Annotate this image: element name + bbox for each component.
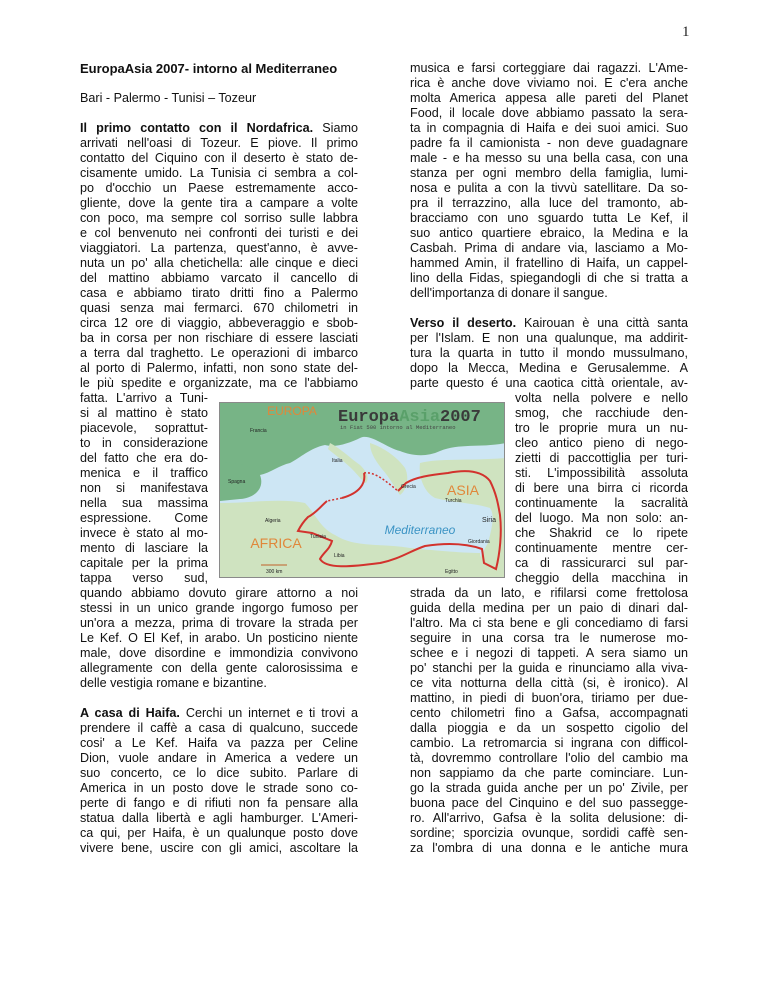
text-line: nuta un po' alla chetichella: alle cinque e dieci	[80, 255, 358, 270]
text-line	[80, 121, 358, 136]
text-line: cheggio della macchina in	[515, 570, 688, 585]
map-label-tunisia: Tunisia	[310, 534, 326, 540]
text-line: delle vestigia romane e bizantine.	[80, 675, 267, 690]
map-title-europa: Europa	[338, 408, 400, 427]
text-line: cambio. La retromarcia si ingrana con difficol-	[410, 735, 688, 750]
text-line: allegramente con della gente calorosissima e	[80, 660, 358, 675]
text-line: e col benvenuto nei confronti dei turisti e dei	[80, 225, 358, 240]
text-line: padre fa il camionista - non deve guadagnare	[410, 135, 688, 150]
text-line: per l'Islam. E non una qualunque, ma addirit-	[410, 330, 688, 345]
text-line: volta nella polvere e nello	[515, 390, 688, 405]
text-line	[80, 706, 358, 721]
text-line: continuamente mentre cer-	[515, 540, 688, 555]
text-line: del mattino abbiamo varcato il cancello di	[80, 270, 358, 285]
text-line: l'altro. Ma ci sta bene e gli concediamo di farsi	[410, 615, 688, 630]
text-line: sordine; sporcizia ovunque, sordidi caffè sen-	[410, 825, 688, 840]
text-line: ca di rassicurarci sul par-	[515, 555, 688, 570]
text-line: seguire in una corsa tra le numerose mo-	[410, 630, 688, 645]
text-line: capitale per la prima	[80, 555, 208, 570]
text-line: buona pace del Cinquino e del suo passegge-	[410, 795, 688, 810]
text-line: perte di fango e di rifiuti non fa pensare alla	[80, 795, 358, 810]
text-line: arrivati nell'oasi di Tozeur. E piove. Il primo	[80, 135, 358, 150]
text-line: schee e i negozi di tappeti. A sera siamo un	[410, 645, 688, 660]
map-label-europa: EUROPA	[267, 404, 317, 418]
text-line: sti. L'impossibilità assoluta	[515, 465, 688, 480]
text-line: cisamente umido. La Tunisia ci sembra a col-	[80, 165, 358, 180]
text-line: nosa e pulita a con la tivvù satellitare. Da so-	[410, 180, 688, 195]
text-line: Food, il locale dove abbiamo passato la sera-	[410, 105, 688, 120]
text-line: tura la quarta in tutto il mondo mussulmano,	[410, 345, 688, 360]
text-line: dopo la Mecca, Medina e Gerusalemme. A	[410, 360, 688, 375]
map-label-siria: Siria	[482, 517, 497, 524]
text-line: con poco, ma sempre col sorriso sulle labbra	[80, 210, 358, 225]
map-label-giordania: Giordania	[468, 539, 490, 545]
text-line: viaggiatori. La partenza, quest'anno, è avve-	[80, 240, 358, 255]
paragraph-text: Kairouan è una città santa	[516, 315, 688, 330]
paragraph-heading: Verso il deserto.	[410, 315, 517, 330]
paragraph-text: Siamo	[313, 120, 358, 135]
text-line: Le Kef. O El Kef, in arabo. Un posticino niente	[80, 630, 358, 645]
text-line: nella sua massima	[80, 495, 208, 510]
text-line: cosi' a Le Kef. Haifa va pazza per Celine	[80, 735, 358, 750]
text-line: menica e il traffico	[80, 465, 208, 480]
map-label-egitto: Egitto	[445, 569, 458, 575]
text-line: guida della medina per un paio di dinari dal-	[410, 600, 688, 615]
map-label-asia: ASIA	[447, 482, 479, 498]
map-title-year: 2007	[440, 408, 481, 427]
text-line: non sappiamo da che parte cominciare. Lun-	[410, 765, 688, 780]
text-line: del luogo. Ma non solo: an-	[515, 510, 688, 525]
text-line: molta America appesa alle pareti del Planet	[410, 90, 688, 105]
text-line: dalla pioggia e da un sospetto cigolio del	[410, 720, 688, 735]
map-label-italia: Italia	[332, 458, 343, 464]
text-line: po d'occhio un Paese estremamente acco-	[80, 180, 358, 195]
text-line: casa e abbiamo tirato dritti fino a Palermo	[80, 285, 358, 300]
text-line: mattino, in piedi di buon'ora, tiriamo per due-	[410, 690, 688, 705]
text-line: ro. All'arrivo, Gafsa è la solita delusione: di-	[410, 810, 688, 825]
text-line: pra il terrazzino, alla luce del tramonto, ab-	[410, 195, 688, 210]
text-line: strada da un lato, e rifilarsi come frettolosa	[410, 585, 688, 600]
text-line: statua dalla libertà e agli hamburger. L'Ameri-	[80, 810, 358, 825]
text-line: le più spedite e organizzate, ma ce l'abbiamo	[80, 375, 358, 390]
map-label-algeria: Algeria	[265, 518, 281, 524]
text-line: un'ora a mezza, prima di trovare la strada per	[80, 615, 358, 630]
text-line: al porto di Palermo, infatti, non sono state del-	[80, 360, 358, 375]
text-line: prendere il caffè a casa di qualcuno, succede	[80, 720, 358, 735]
map-label-grecia: Grecia	[401, 484, 416, 490]
map-label-spagna: Spagna	[228, 479, 246, 485]
text-line: tro le proprie mura un nu-	[515, 420, 688, 435]
text-line: America in un posto dove le strade sono co-	[80, 780, 358, 795]
text-line: zietti di paccottiglia per turi-	[515, 450, 688, 465]
text-line: quasi senza mai fermarci. 670 chilometri in	[80, 300, 358, 315]
text-line: ce vita notturna della città (si, è ironico). Al	[410, 675, 688, 690]
text-line: male - e ha messo su una bella casa, con una	[410, 150, 688, 165]
text-line: go la strada guida anche per un po' Zivile, per	[410, 780, 688, 795]
text-line: hammed Amin, il fratellino di Haifa, un cappel-	[410, 255, 688, 270]
text-line: Dion, vuole andare in America a vedere un	[80, 750, 358, 765]
text-line: rica è anche dove viviamo noi. E c'era anche	[410, 75, 688, 90]
text-line: non si manifestava	[80, 480, 208, 495]
text-line: to in considerazione	[80, 435, 208, 450]
text-line: bracciamo con uno sguardo tutta Le Kef, il	[410, 210, 688, 225]
text-line: cleo antico pieno di nego-	[515, 435, 688, 450]
text-line: continuamente la sacralità	[515, 495, 688, 510]
text-line: musica e farsi corteggiare dai ragazzi. L'Ame-	[410, 60, 688, 75]
paragraph-heading: Il primo contatto con il Nordafrica.	[80, 120, 314, 135]
text-line: invece è stato al mo-	[80, 525, 208, 540]
text-line: tà, dovremmo controllare l'olio del cambio ma	[410, 750, 688, 765]
map-label-turchia: Turchia	[445, 498, 462, 504]
text-line: circa 12 ore di viaggio, abbeveraggio e sbob-	[80, 315, 358, 330]
text-line: del fatto che era do-	[80, 450, 208, 465]
map-subtitle: in Fiat 500 intorno al Mediterraneo	[340, 424, 456, 431]
text-line: quando abbiamo dovuto girare attorno a noi	[80, 585, 358, 600]
map-title-asia: Asia	[399, 408, 441, 427]
text-line: gliente, dove la gente tira a campare a volte	[80, 195, 358, 210]
text-line: suo antico quartiere ebraico, la Medina e la	[410, 225, 688, 240]
text-line: contatto del Ciquino con il deserto è stato de-	[80, 150, 358, 165]
text-line: Casbah. Prima di andare via, lasciamo a Mo-	[410, 240, 688, 255]
text-line	[410, 316, 688, 331]
text-line: ta in compagnia di Haifa e dei suoi amici. Suo	[410, 120, 688, 135]
text-line: che Shakrid ce lo ripete	[515, 525, 688, 540]
page-number: 1	[682, 24, 690, 40]
route-map-image	[219, 402, 505, 578]
text-line: mento di lasciare la	[80, 540, 208, 555]
map-label-mediterraneo: Mediterraneo	[384, 523, 456, 537]
text-line: stessi in un unico grande ingorgo fumoso per	[80, 600, 358, 615]
map-label-francia: Francia	[250, 428, 267, 434]
text-line: ca qui, per Haifa, è un qualunque posto dove	[80, 825, 358, 840]
text-line: stanza per ogni membro della famiglia, lumi-	[410, 165, 688, 180]
route-subtitle: Bari - Palermo - Tunisi – Tozeur	[80, 90, 257, 105]
map-label-libia: Libia	[334, 553, 345, 559]
text-line: fatta. L'arrivo a Tuni-	[80, 390, 208, 405]
text-line: ba in corsa per non rischiare di essere lasciati	[80, 330, 358, 345]
text-line: dell'importanza di donare il sangue.	[410, 285, 608, 300]
text-line: male, dove disordine e immondizia convivono	[80, 645, 358, 660]
paragraph-heading: A casa di Haifa.	[80, 705, 180, 720]
text-line: parte questo é una caotica città orientale, av-	[410, 375, 688, 390]
text-line: suo concerto, ce lo dice subito. Parlare di	[80, 765, 358, 780]
text-line: smog, che racchiude den-	[515, 405, 688, 420]
text-line: po' stanchi per la guida e rinunciamo alla viva-	[410, 660, 688, 675]
text-line: vivere bene, uscire con gli amici, ascoltare la	[80, 840, 358, 855]
text-line: za l'ombra di una donna e le antiche mura	[410, 840, 688, 855]
text-line: di bere una birra ci ricorda	[515, 480, 688, 495]
text-line: espressione. Come	[80, 510, 208, 525]
text-line: lino della Fidas, spiegandogli di che si tratta a	[410, 270, 688, 285]
text-line: cento chilometri fino a Gafsa, accompagnati	[410, 705, 688, 720]
text-line: tappa verso sud,	[80, 570, 208, 585]
map-label-scale: 300 km	[266, 569, 283, 575]
text-line: a terra dal traghetto. Le operazioni di imbarco	[80, 345, 358, 360]
text-line: si al mattino è stato	[80, 405, 208, 420]
map-label-africa: AFRICA	[250, 535, 302, 551]
document-title: EuropaAsia 2007- intorno al Mediterraneo	[80, 60, 338, 76]
paragraph-text: Cerchi un internet e ti trovi a	[179, 705, 358, 720]
text-line: piacevole, soprattut-	[80, 420, 208, 435]
